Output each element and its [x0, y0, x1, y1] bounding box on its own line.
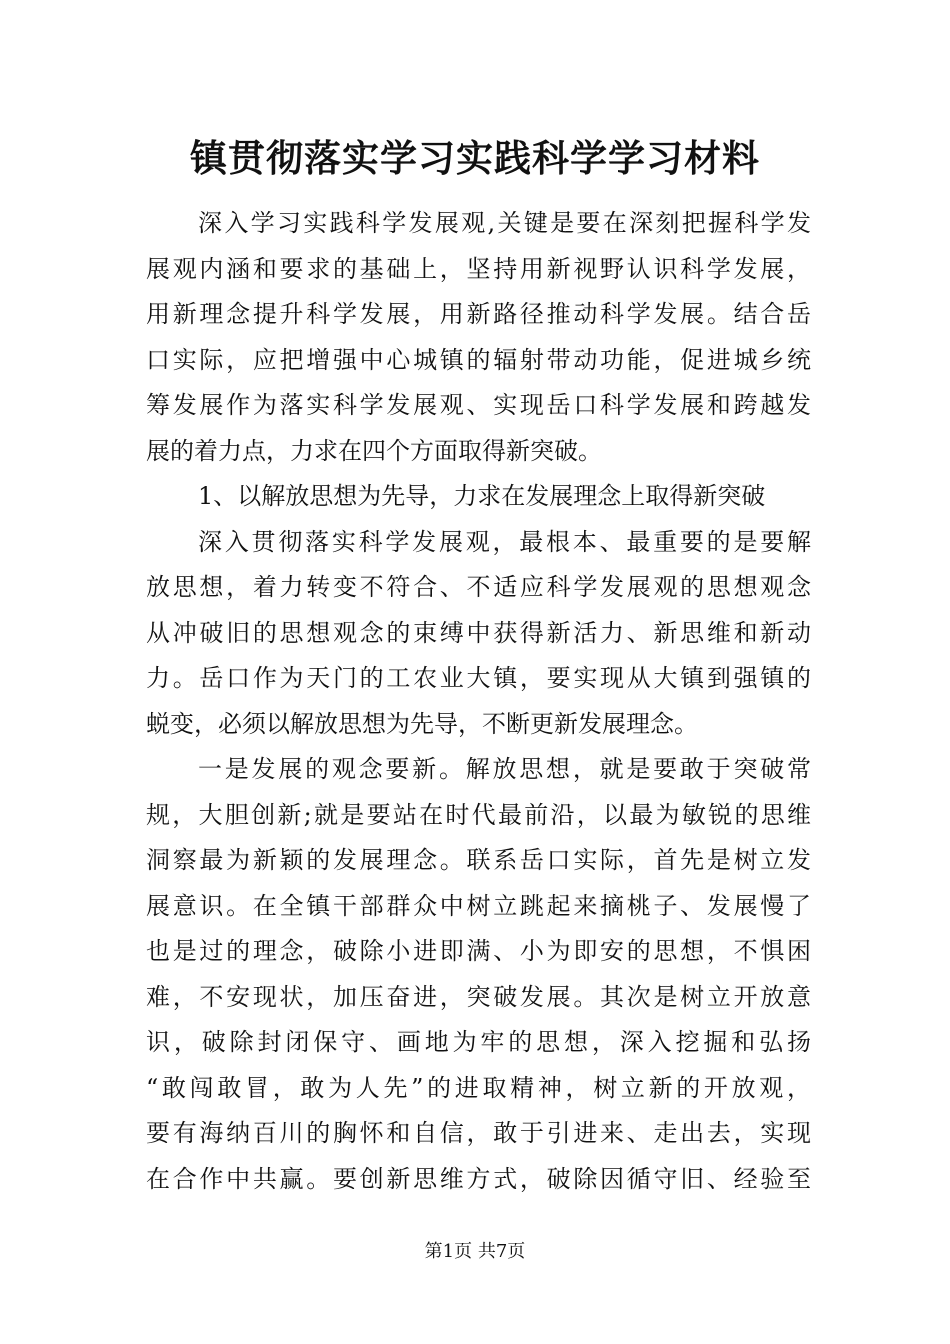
text-line: 从冲破旧的思想观念的束缚中获得新活力、新思维和新动 — [146, 618, 811, 647]
document-title: 镇贯彻落实学习实践科学学习材料 — [190, 136, 760, 180]
text-line: 口实际，应把增强中心城镇的辐射带动功能，促进城乡统 — [146, 345, 811, 374]
text-line: 用新理念提升科学发展，用新路径推动科学发展。结合岳 — [146, 300, 811, 328]
text-line: 规，大胆创新;就是要站在时代最前沿，以最为敏锐的思维 — [146, 800, 811, 829]
text-line: 在合作中共赢。要创新思维方式，破除因循守旧、经验至 — [146, 1164, 811, 1193]
text-line: 筹发展作为落实科学发展观、实现岳口科学发展和跨越发 — [146, 391, 811, 419]
text-line: 展观内涵和要求的基础上，坚持用新视野认识科学发展， — [146, 254, 811, 283]
text-line: 难，不安现状，加压奋进，突破发展。其次是树立开放意 — [146, 982, 811, 1011]
text-line: 要有海纳百川的胸怀和自信，敢于引进来、走出去，实现 — [146, 1119, 811, 1147]
page-footer: 第1页 共7页 — [424, 1241, 526, 1262]
text-line: 力。岳口作为天门的工农业大镇，要实现从大镇到强镇的 — [146, 664, 811, 692]
text-line: 洞察最为新颖的发展理念。联系岳口实际，首先是树立发 — [146, 846, 811, 874]
text-line: 也是过的理念，破除小进即满、小为即安的思想，不惧困 — [146, 937, 811, 965]
text-line: 一是发展的观念要新。解放思想，就是要敢于突破常 — [198, 755, 811, 783]
text-line: 展意识。在全镇干部群众中树立跳起来摘桃子、发展慢了 — [146, 891, 811, 920]
text-line: 1、以解放思想为先导，力求在发展理念上取得新突破 — [198, 482, 766, 510]
document-body — [146, 201, 811, 1202]
text-line: 深入学习实践科学发展观,关键是要在深刻把握科学发 — [198, 209, 811, 237]
text-line: 蜕变，必须以解放思想为先导，不断更新发展理念。 — [146, 709, 698, 738]
text-line: 展的着力点，力求在四个方面取得新突破。 — [146, 436, 602, 465]
text-line: 深入贯彻落实科学发展观，最根本、最重要的是要解 — [198, 527, 811, 556]
text-line: “敢闯敢冒，敢为人先”的进取精神，树立新的开放观， — [146, 1073, 811, 1102]
text-line: 识，破除封闭保守、画地为牢的思想，深入挖掘和弘扬 — [146, 1028, 811, 1056]
text-line: 放思想，着力转变不符合、不适应科学发展观的思想观念 — [146, 573, 811, 601]
